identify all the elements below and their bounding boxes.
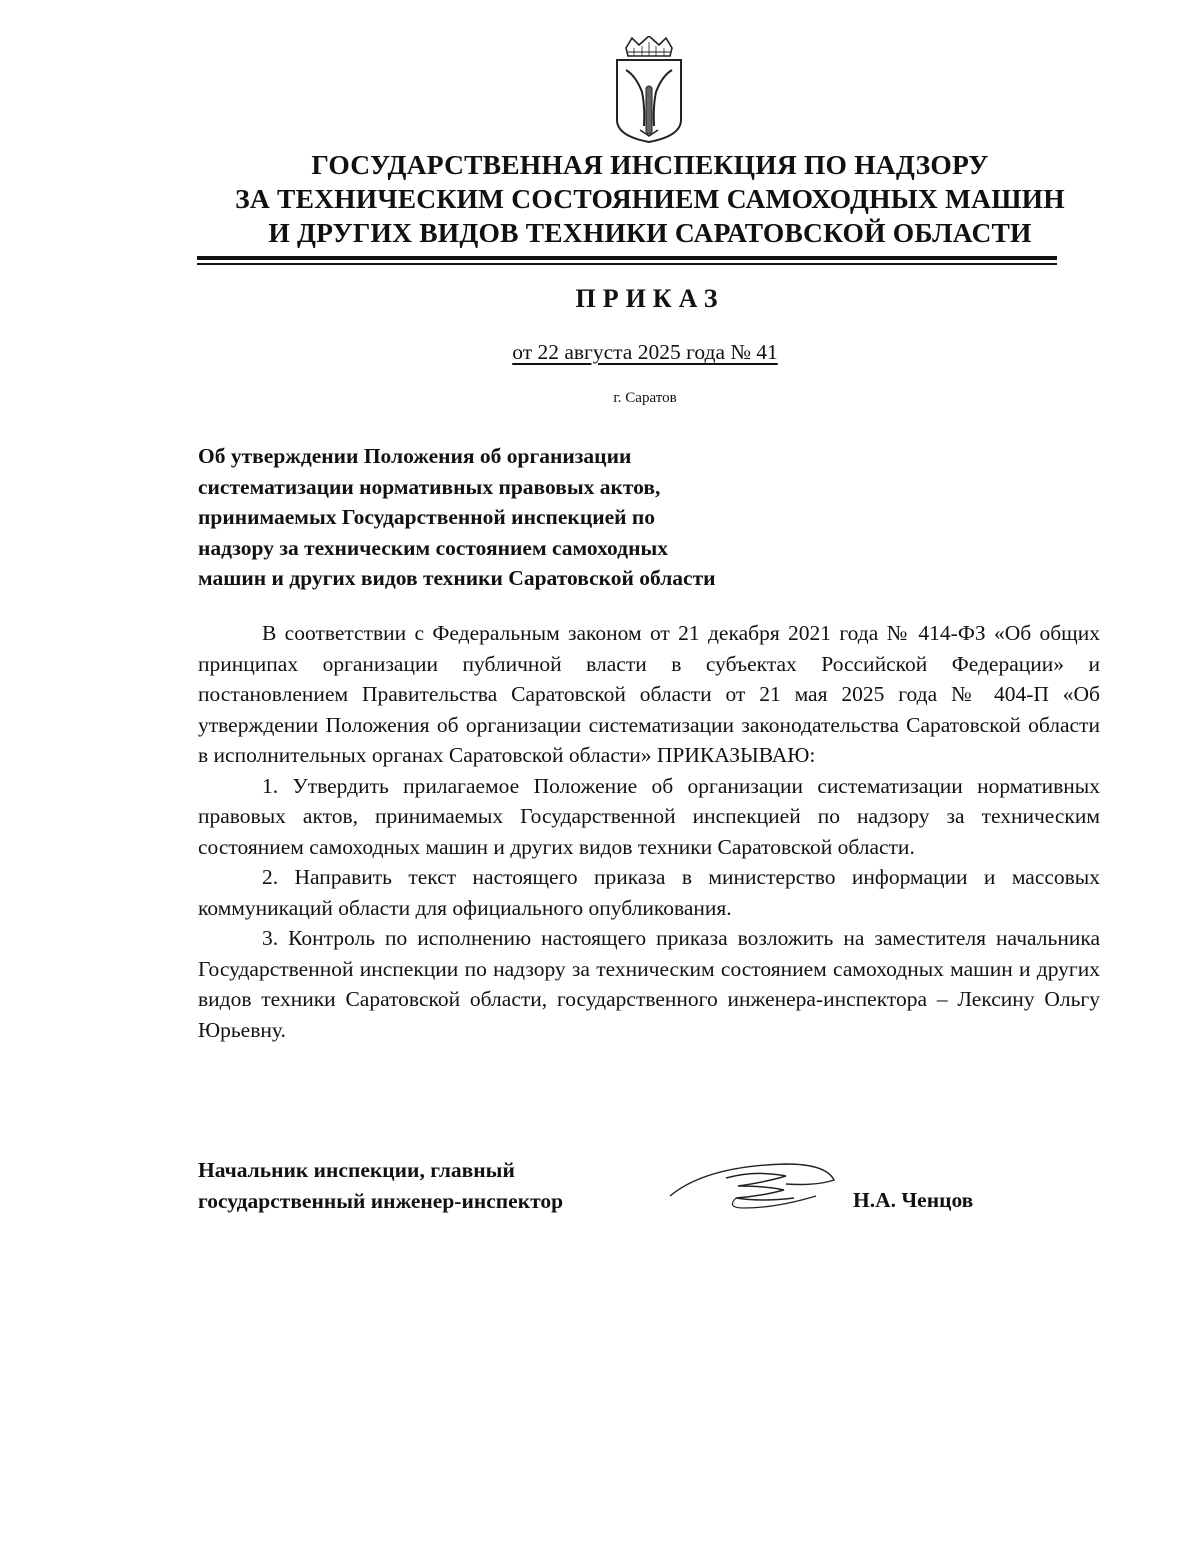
body-item: 3. Контроль по исполнению настоящего приказа возложить на заместителя начальника Государственной инспекции по надзору за техническим состоянием самоходных машин и других видов техники Саратовской области, государственного инженера-инспектора – Лексину Ольгу Юрьевну. bbox=[198, 926, 1100, 1042]
handwritten-signature-icon bbox=[666, 1158, 838, 1216]
body-preamble: В соответствии с Федеральным законом от 21 декабря 2021 года № 414-ФЗ «Об общих принципах организации публичной власти в субъектах Российской Федерации» и постановлением Правительства Саратовской области от 21 мая 2025 года № 404-П «Об утверждении Положения об организации систематизации законодательства Саратовской области в исполнительных органах Саратовской области» ПРИКАЗЫВАЮ: bbox=[198, 621, 1100, 767]
signature-block bbox=[198, 1155, 1018, 1225]
document-type: ПРИКАЗ bbox=[575, 284, 725, 313]
document-date-number-text: от 22 августа 2025 года № 41 bbox=[512, 340, 778, 364]
document-body bbox=[198, 618, 1100, 1045]
header-divider-thick bbox=[197, 256, 1057, 260]
subject-line: систематизации нормативных правовых актов, bbox=[198, 474, 661, 499]
signatory-position-line: Начальник инспекции, главный bbox=[198, 1158, 515, 1182]
body-item: 1. Утвердить прилагаемое Положение об организации систематизации нормативных правовых актов, принимаемых Государственной инспекцией по надзору за техническим состоянием самоходных машин и других видов техники Саратовской области. bbox=[198, 773, 1100, 859]
document-subject bbox=[198, 441, 878, 594]
signatory-position-line: государственный инженер-инспектор bbox=[198, 1188, 564, 1213]
org-title-line: ЗА ТЕХНИЧЕСКИМ СОСТОЯНИЕМ САМОХОДНЫХ МАШИН bbox=[235, 183, 1065, 214]
body-item: 2. Направить текст настоящего приказа в министерство информации и массовых коммуникаций области для официального опубликования. bbox=[198, 865, 1100, 920]
subject-line: машин и других видов техники Саратовской области bbox=[198, 566, 716, 590]
document-city: г. Саратов bbox=[613, 390, 677, 406]
subject-line: надзору за техническим состоянием самоходных bbox=[198, 535, 668, 560]
org-title-line: ГОСУДАРСТВЕННАЯ ИНСПЕКЦИЯ ПО НАДЗОРУ bbox=[311, 149, 989, 180]
header-divider-thin bbox=[197, 263, 1057, 265]
organization-title bbox=[190, 148, 1110, 250]
subject-line: Об утверждении Положения об организации bbox=[198, 444, 632, 468]
org-title-line: И ДРУГИХ ВИДОВ ТЕХНИКИ САРАТОВСКОЙ ОБЛАСТИ bbox=[268, 217, 1032, 248]
signatory-name: Н.А. Ченцов bbox=[853, 1188, 974, 1212]
subject-line: принимаемых Государственной инспекцией по bbox=[198, 505, 656, 529]
document-date-number bbox=[0, 340, 1200, 365]
coat-of-arms-icon bbox=[612, 36, 686, 144]
